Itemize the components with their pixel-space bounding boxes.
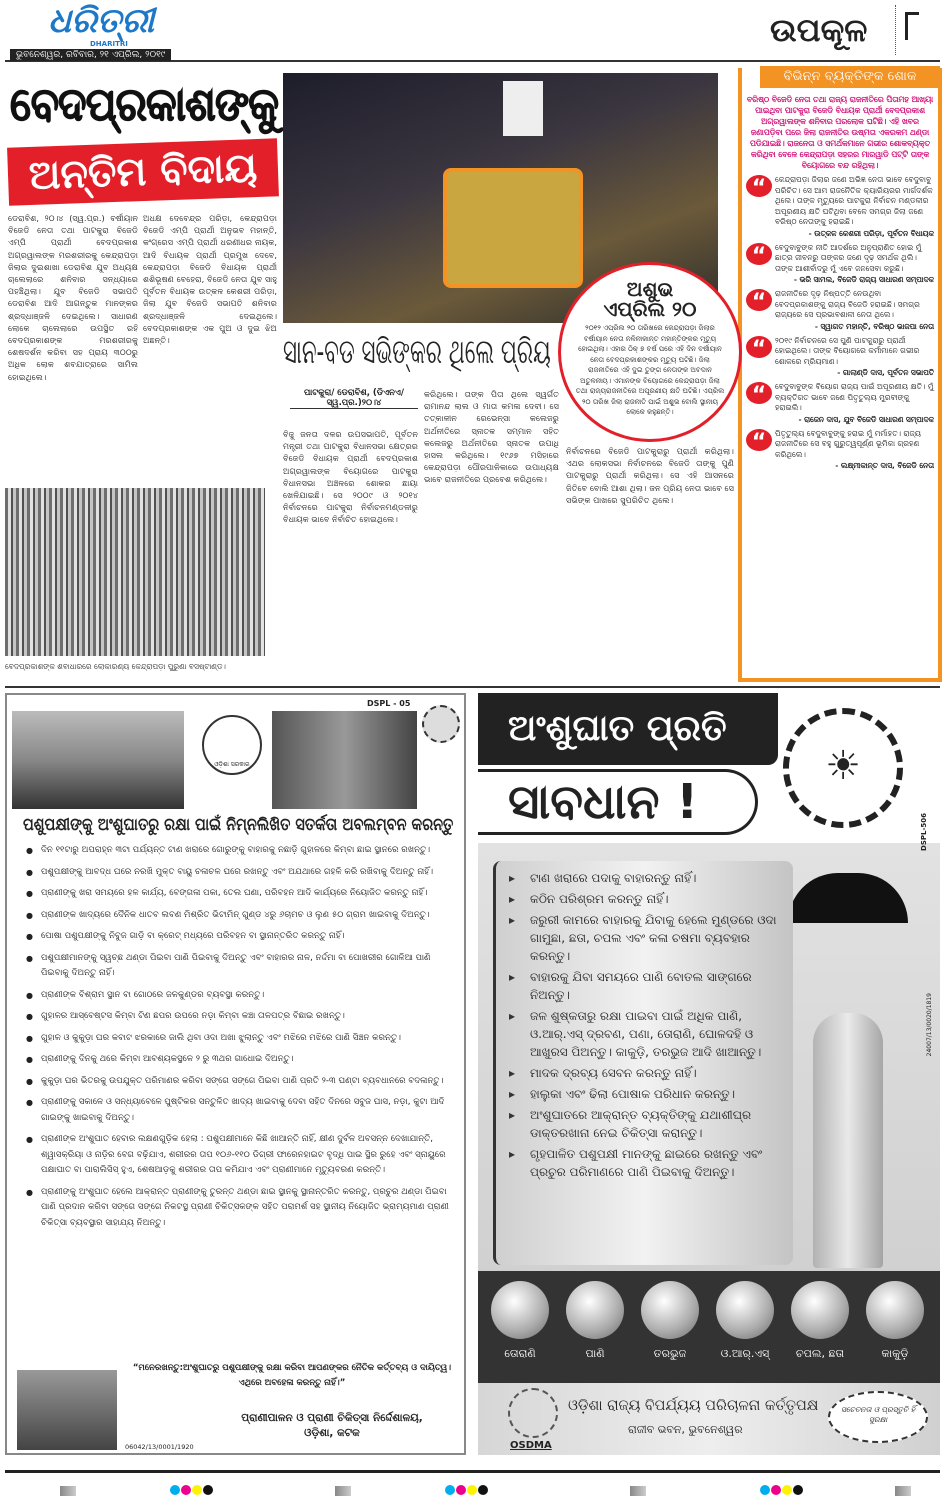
umbrella-icon xyxy=(788,873,908,923)
cmyk-color-bar xyxy=(170,1485,213,1495)
precaution-item: ● ଗୁହାଳର ଆସ୍ବେଷ୍ଟସ କିମ୍ବା ଟିଣ ଛପର ଉପରେ ନଡ଼ା କିମ୍ବା କଞ୍ଚା ତାଳପତ୍ର ବିଛାଇ ରଖନ୍ତୁ। xyxy=(25,1009,457,1025)
advice-item: ▸ ହାଲୁକା ଏବଂ ଢିଲା ପୋଷାକ ପରିଧାନ କରନ୍ତୁ। xyxy=(504,1085,785,1103)
registration-mark xyxy=(630,1486,646,1496)
precaution-item: ● ପ୍ରାଣୀଙ୍କୁ ସକାଳେ ଓ ସନ୍ଧ୍ୟାବେଳେ ପୁଷ୍ଟିକର ସନ୍ତୁଳିତ ଖାଦ୍ୟ ଖାଇବାକୁ ଦେବା ସହିତ ଦିନରେ ସବୁଜ ଘାସ, ନଡ଼ା, କୁଟା ଆଦି ଗାଇଙ୍କୁ ଖାଇବାକୁ ଦିଅନ୍ତୁ। xyxy=(25,1095,457,1126)
remedy-tile xyxy=(790,1281,850,1361)
story-column-3: ନିର୍ବାଚନରେ ବିଜେଡି ପାଟକୁରାରୁ ପ୍ରାର୍ଥୀ କରିଥିଲା। ଏଥର ଲୋକସଭା ନିର୍ବାଚନରେ ବିଜେଡି ତାଙ୍କୁ ପୁଣି ପାଟକୁରାରୁ ପ୍ରାର୍ଥୀ କରିଥିଲା। ସେ ଏହି ଆସନରେ ଜିତିବେ ବୋଲି ଆଶା ଥିଲା। ଜନ ପ୍ରିୟ ନେତା ଭାବେ ସେ ସଭିଙ୍କ ପାଖରେ ସୁପରିଚିତ ଥିଲେ। xyxy=(566,446,734,505)
quote-item xyxy=(746,336,934,379)
remedy-label: ପାଣି xyxy=(585,1347,605,1360)
precaution-list xyxy=(25,843,457,1355)
lead-headline-box xyxy=(7,138,279,205)
cmyk-color-bar xyxy=(445,1485,488,1495)
quote-item xyxy=(746,429,934,472)
precaution-item: ● ପଶୁପକ୍ଷୀଙ୍କୁ ଆବଦ୍ଧ ଘରେ ନରଖି ମୁକ୍ତ ବାୟୁ ଚଳାଚଳ ଘରେ ରଖନ୍ତୁ ଏବଂ ଅଯଥାରେ ଗହଳି କରି ରଖିବାକୁ ଦିଅନ୍ତୁ ନାହିଁ। xyxy=(25,865,457,881)
osdma-footer xyxy=(478,1383,940,1455)
quote-mark-icon: “ xyxy=(746,382,772,404)
ad-code: DSPL - 05 xyxy=(367,699,411,708)
cattle-water-photo xyxy=(12,711,184,809)
portrait-image xyxy=(503,81,543,136)
advice-item: ▸ ଟାଣ ଖରାରେ ପଦାକୁ ବାହାରନ୍ତୁ ନାହିଁ। xyxy=(504,869,785,887)
quote-text: ରାଜନୀତିରେ ଦୃଢ଼ ନିଷ୍ପତ୍ତି ନେଉଥିବା ବେଦପ୍ରକାଶଙ୍କୁ ରାଜ୍ୟ ବିଜେଡି ହରାଇଛି। ସମଗ୍ର ରାଜ୍ୟରେ ସେ ପ୍ରଭାବଶାଳୀ ନେତା ଥିଲେ। xyxy=(775,289,920,319)
ad-code: DSPL-506 xyxy=(920,813,928,851)
safety-burst: ସଚେତନତା ଓ ପ୍ରସ୍ତୁତି ହିଁ ସୁରକ୍ଷା xyxy=(828,1391,928,1443)
ad-heading: ପଶୁପକ୍ଷୀଙ୍କୁ ଅଂଶୁଘାତରୁ ରକ୍ଷା ପାଇଁ ନିମ୍ନଲିଖିତ ସତର୍କତା ଅବଲମ୍ବନ କରନ୍ତୁ xyxy=(23,815,454,835)
quote-mark-icon: “ xyxy=(746,429,772,451)
remedy-label: ଚପଲ, ଛତା xyxy=(795,1347,845,1360)
precaution-item: ● ପଶୁପକ୍ଷୀମାନଙ୍କୁ ସ୍ୱଚ୍ଛ ଥଣ୍ଡା ପିଇବା ପାଣି ପିଇବାକୁ ଦିଅନ୍ତୁ ଏବଂ ବାହାରର ନାଳ, ନର୍ଦ୍ଦମା ବା ପୋଖରୀର ଗୋଳିଆ ପାଣି ପିଇବାକୁ ଦିଅନ୍ତୁ ନାହିଁ। xyxy=(25,951,457,982)
lead-column-2: ଅଧକ୍ଷ ଦେବେନ୍ଦ୍ର ପରିଡ଼ା, କେନ୍ଦ୍ରାପଡ଼ା ବିଜେଡି ଏମ୍ପି ପ୍ରାର୍ଥୀ ଅନୁଭବ ମହାନ୍ତି, କଂଗ୍ରେସ ଏମ୍ପି ପ୍ରାର୍ଥୀ ଧରଣୀଧର ନାୟକ, ଆଦି ବିଧାୟକ ପ୍ରାର୍ଥୀ ପ୍ରମୁଖ ଦେବେ, କେନ୍ଦ୍ରାପଡ଼ା ବିଜେଡି ବିଧାୟକ ପ୍ରାର୍ଥୀ ଶଶିଭୂଷଣ ବେହେରା, ବିଜେଡି ନେତା ଯୁବ ସାହୁ ପୂର୍ବତନ ବିଧାୟକ ଉତ୍କଳ କେଶରୀ ପରିଡ଼ା, ଜିଲା ଯୁବ ବିଜେଡି ସଭାପତି ଶନିବାର ଶ୍ରଦ୍ଧାଞ୍ଜଳି ଦେଇଥିଲେ। ବେଦପ୍ରକାଶଙ୍କ ଏକ ପୁଅ ଓ ଦୁଇ ଝିଅ ଅଛନ୍ତି। xyxy=(143,213,277,346)
ad-title-1-bar xyxy=(478,693,778,765)
divider xyxy=(895,5,896,55)
lead-column-1: ଡେରାବିଶ, ୨୦।୪ (ସ୍ୱ.ପ୍ର.) ବର୍ଷୀୟାନ ବିଜେଡି ନେତା ତଥା ପାଟକୁରା ବିଜେଡି ଏମ୍ପି ପ୍ରାର୍ଥୀ ବେଦପ୍ରକାଶ ଅଗ୍ରୱାଲଙ୍କ ମରଶରୀରକୁ କେନ୍ଦ୍ରାପଡ଼ା ଜିଲାର ଦୁଇଶାଖା ଡେରାବିଶ ଯୁବ ଅଧ୍ୟକ୍ଷ ଚାଲେଲାରେ ଶନିବାର ସନ୍ଧ୍ୟାରେ ପହଞ୍ଚିଥିଲା। ଯୁବ ବିଜେଡି ସଭାପତି ଡେରାବିଶ ଆଦି ଆଗନ୍ତୁକ ମାନଙ୍କର ଶ୍ରଦ୍ଧାଞ୍ଜଳି ଦେଇଥିଲେ। ସାଧାରଣ ଲୋକେ ଚାଲେଲାରେ ଉପସ୍ଥିତ ରହି ବେଦପ୍ରକାଶଙ୍କ ମରଶରୀରକୁ ଶେଷଦର୍ଶନ କରିବା ସହ ପ୍ରାୟ ୩୦୦ରୁ ଅଧିକ ଲୋକ ଶବଯାତ୍ରାରେ ସାମିଲ ହୋଇଥିଲେ। xyxy=(8,213,138,382)
org-address: ରାଜୀବ ଭବନ, ଭୁବନେଶ୍ୱର xyxy=(628,1423,743,1436)
condolence-column xyxy=(738,68,942,682)
remedy-tile xyxy=(640,1281,700,1361)
page-corner-mark xyxy=(905,12,919,40)
advice-item: ▸ ଜଳ ଶୁଷ୍କତାରୁ ରକ୍ଷା ପାଇବା ପାଇଁ ଅଧିକ ପାଣି, ଓ.ଆର୍.ଏସ୍ ଦ୍ରବଣ, ପଣା, ତୋରାଣି, ଘୋଳଦହି ଓ ଆଖୁରସ ପିଅନ୍ତୁ। କାକୁଡ଼ି, ତରଭୁଜ ଆଦି ଖାଆନ୍ତୁ। xyxy=(504,1007,785,1061)
story-column-2: କରିଥିଲେ। ତାଙ୍କ ପିତା ଥିଲେ ସ୍ୱର୍ଗତ ରାମାନନ୍ଦ ଲାଲ ଓ ମାତା କମଳା ଦେବୀ। ସେ ତତ୍କାଳୀନ ରେଭେନ୍ସା କଲେଜରୁ ଅର୍ଥନୀତିରେ ସ୍ନାତକ ସମ୍ମାନ ସହିତ କଲେଜରୁ ଅର୍ଥନୀତିରେ ସ୍ନାତକ ଉପାଧି ହାସଲ କରିଥିଲେ। ୧୯୬୭ ମସିହାରେ କେନ୍ଦ୍ରାପଡ଼ା ପୌରପାଳିକାରେ ଉପାଧ୍ୟକ୍ଷ ଭାବେ ରାଜନୀତିରେ ପ୍ରବେଶ କରିଥିଲେ। xyxy=(424,389,559,485)
quote-mark-icon: “ xyxy=(746,336,772,358)
cmyk-color-bar xyxy=(760,1485,803,1495)
quote-text: ପିତୃତୁଲ୍ୟ ବେଦୁବାବୁଙ୍କୁ ହରାଇ ମୁଁ ମର୍ମାହତ। ରାଜ୍ୟ ରାଜନୀତିରେ ସେ ବହୁ ଗୁରୁତ୍ୱପୂର୍ଣ୍ଣ ଭୂମିକା ଗ୍ରହଣ କରିଥିଲେ। xyxy=(775,428,922,459)
advice-item: ▸ ଜରୁରୀ କାମରେ ବାହାରକୁ ଯିବାକୁ ହେଲେ ମୁଣ୍ଡରେ ଓଦା ଗାମୁଛା, ଛତା, ଚପଲ ଏବଂ କଳା ଚଷମା ବ୍ୟବହାର କରନ୍ତୁ। xyxy=(504,911,785,965)
remedy-label: ଓ.ଆର୍.ଏସ୍ xyxy=(720,1347,770,1360)
remedy-tile xyxy=(715,1281,775,1361)
quote-attribution: - ଉତ୍କଳ କେଶରୀ ପରିଡ଼ା, ପୂର୍ବତନ ବିଧାୟକ xyxy=(808,228,934,238)
advice-item: ▸ ବାହାରକୁ ଯିବା ସମୟରେ ପାଣି ବୋତଲ ସାଙ୍ଗରେ ନିଅନ୍ତୁ। xyxy=(504,968,785,1004)
ad-title-2-pill xyxy=(478,769,758,835)
story-dateline: ପାଟକୁରା/ ଡେରାବିଶ, (ଡିଏନଏ/ସ୍ୱ.ପ୍ର.)୨୦।୪ xyxy=(290,388,418,409)
footer-rule xyxy=(5,1470,940,1473)
issuer-line-1: ପ୍ରାଣୀପାଳନ ଓ ପ୍ରାଣୀ ଚିକିତ୍ସା ନିର୍ଦ୍ଦେଶାଳୟ, xyxy=(241,1412,423,1424)
quote-item xyxy=(746,289,934,332)
heatstroke-warning-ad xyxy=(478,693,940,1455)
ad-quote: “ମନେରଖନ୍ତୁ:ଅଂଶୁଘାତରୁ ପଶୁପକ୍ଷୀଙ୍କୁ ରକ୍ଷା କରିବା ଆପଣଙ୍କର ନୈତିକ କର୍ତ୍ତବ୍ୟ ଓ ଦାୟିତ୍ୱ। ଏଥିରେ ଅବହେଳା କରନ୍ତୁ ନାହିଁ।” xyxy=(132,1363,452,1388)
dateline: ଭୁବନେଶ୍ୱର, ରବିବାର, ୨୧ ଏପ୍ରିଲ, ୨୦୧୯ xyxy=(10,49,171,61)
inset-title-1: ଅଶୁଭ xyxy=(626,277,674,301)
story-headline: ସାନ-ବଡ ସଭିଙ୍କର ଥିଲେ ପ୍ରିୟ xyxy=(283,332,551,372)
precaution-item: ● ଦିନ ୧୧ଟାରୁ ଅପରାହ୍ନ ୩ଟା ପର୍ଯ୍ୟନ୍ତ ଟାଣ ଖରାରେ ଗୋରୁଙ୍କୁ ବାହାରକୁ ନଛାଡ଼ି ଗୁହାଳରେ କିମ୍ବା ଛାଇ ସ୍ଥାନରେ ରଖନ୍ତୁ। xyxy=(25,843,457,859)
quote-attribution: - ଗାଲାଣ୍ଡି ଦାସ, ପୂର୍ବତନ ସଭାପତି xyxy=(837,368,934,377)
registration-mark xyxy=(335,1486,351,1496)
sun-icon xyxy=(422,705,460,743)
cow-shed-photo xyxy=(272,711,417,809)
lead-headline-top: ବେଦପ୍ରକାଶଙ୍କୁ xyxy=(10,77,279,131)
condolence-intro: ବରିଷ୍ଠ ବିଜେଡି ନେତା ତଥା ରାଜ୍ୟ ରାଜନୀତିରେ ପିତାମହ ଆଖ୍ୟା ପାଇଥିବା ପାଟକୁରା ବିଜେଡି ବିଧାୟକ ପ୍ରାର୍ଥୀ ବେଦପ୍ରକାଶ ଅଗ୍ରୱାଲଙ୍କ ଶନିବାର ପରଲୋକ ଘଟିଛି। ଏହି ଖବର ଜଣାପଡ଼ିବା ପରେ ଜିଲା ରାଜନୀତିର ଉଷ୍ମତା ଏକରକମ ଥଣ୍ଡା ପଡିଯାଇଛି। ରାଜନେତା ଓ ସମର୍ଥକମାନେ ଗଭୀର ଶୋକବ୍ୟକ୍ତ କରିଥିବା ବେଳେ କେନ୍ଦ୍ରାପଡ଼ା ସହରର ମାରୱାଡି ପଟ୍ଟି ତାଙ୍କ ବିୟୋଗରେ ବନ୍ଦ ରହିଥିଲା। xyxy=(746,95,934,170)
advice-item: ▸ ଗୃହପାଳିତ ପଶୁପକ୍ଷୀ ମାନଙ୍କୁ ଛାଇରେ ରଖନ୍ତୁ ଏବଂ ପ୍ରଚୁର ପରିମାଣରେ ପାଣି ପିଇବାକୁ ଦିଅନ୍ତୁ। xyxy=(504,1145,785,1181)
inset-circle xyxy=(558,262,742,442)
advice-item: ▸ ମାଦକ ଦ୍ରବ୍ୟ ସେବନ କରନ୍ତୁ ନାହିଁ। xyxy=(504,1064,785,1082)
side-reference: 24007/13/0020/1819 xyxy=(926,993,933,1057)
section-divider xyxy=(5,686,940,688)
remedy-image xyxy=(566,1281,624,1339)
remedy-image xyxy=(791,1281,849,1339)
ad-title-1: ଅଂଶୁଘାତ ପ୍ରତି xyxy=(508,708,727,749)
crowd-photo xyxy=(5,488,265,656)
osdma-label: OSDMA xyxy=(510,1440,552,1451)
section-title: ଉପକୂଳ xyxy=(770,11,868,49)
odisha-govt-seal xyxy=(202,715,262,775)
quote-item xyxy=(746,243,934,286)
quote-item xyxy=(746,175,934,239)
osdma-logo xyxy=(508,1388,558,1438)
precaution-item: ● ପ୍ରାଣୀଙ୍କ ବିଶ୍ରାମ ସ୍ଥାନ ବା ଗୋଠରେ ଜଳକୁଣ୍ଡର ବ୍ୟବସ୍ଥା କରନ୍ତୁ। xyxy=(25,988,457,1004)
advice-item: ▸ କଠିନ ପରିଶ୍ରମ କରନ୍ତୁ ନାହିଁ। xyxy=(504,890,785,908)
precaution-item: ● ପ୍ରାଣୀଙ୍କୁ ଖରା ସମୟରେ ହଳ କାର୍ଯ୍ୟ, ବେଙ୍ଗଳା ପକା, ତେଲ ଘଣା, ପରିବହନ ଆଦି କାର୍ଯ୍ୟରେ ନିୟୋଜିତ କରନ୍ତୁ ନାହିଁ। xyxy=(25,886,457,902)
remedy-label: କାକୁଡ଼ି xyxy=(881,1347,909,1360)
goats-photo xyxy=(17,1370,117,1450)
quote-attribution: - ଭରି ସାମଲ, ବିଜେଡି ରାଜ୍ୟ ସାଧାରଣ ସମ୍ପାଦକ xyxy=(793,275,934,284)
logo-subtitle: DHARITRI xyxy=(90,40,128,48)
ad-reference: 06042/13/0001/1920 xyxy=(125,1443,194,1451)
precaution-item: ● ପ୍ରାଣୀଙ୍କ ଅଂଶୁଘାତ ହେବାର ଲକ୍ଷଣଗୁଡ଼ିକ ହେଲା : ପଶୁପକ୍ଷୀମାନେ କିଛି ଖାଆନ୍ତି ନାହିଁ, କ୍ଷୀଣ ଦୁର୍ବଳ ଅବସନ୍ନ ଦେଖାଯାନ୍ତି, ଶ୍ୱାସକ୍ରିୟା ଓ ନାଡ଼ିର ବେଗ ବଢ଼ିଯାଏ, ଶରୀରର ତାପ ୧୦୬-୧୧୦ ଡିଗ୍ରୀ ଫାରେନହାଇଟ ବୃଦ୍ଧି ପାଇ ସ୍ଥିର ରୁହେ ଏବଂ ସ୍ନାୟୁରେ ପକ୍ଷାଘାତ ବା ପାରାଲିସିସ୍ ହୁଏ, ଶେଷଆଡ଼କୁ ଶରୀରର ତାପ କମିଯାଏ ଏବଂ ପ୍ରାଣୀମାନେ ମୃତ୍ୟୁବରଣ କରନ୍ତି। xyxy=(25,1132,457,1179)
quote-attribution: - ରାଜେନ ଦାସ, ଯୁବ ବିଜେଡି ସାଧାରଣ ସମ୍ପାଦକ xyxy=(798,414,934,424)
quote-text: ବେଦୁବାବୁଙ୍କ ବିୟୋଗ ରାଜ୍ୟ ପାଇଁ ଅପୂରଣୀୟ କ୍ଷତି। ମୁଁ ବ୍ୟକ୍ତିଗତ ଭାବେ ଜଣେ ପିତୃତୁଲ୍ୟ ମୁରବୀଙ୍କୁ ହରାଇଲି। xyxy=(775,382,934,412)
seal-text: ଓଡ଼ିଶା ସରକାର xyxy=(214,761,250,768)
org-name: ଓଡ଼ିଶା ରାଜ୍ୟ ବିପର୍ଯ୍ୟୟ ପରିଚାଳନା କର୍ତ୍ତୃପକ୍ଷ xyxy=(568,1396,819,1414)
remedy-image xyxy=(641,1281,699,1339)
advice-item: ▸ ଅଂଶୁଘାତରେ ଆକ୍ରାନ୍ତ ବ୍ୟକ୍ତିଙ୍କୁ ଯଥାଶୀଘ୍ର ଡାକ୍ତରଖାନା ନେଇ ଚିକିତ୍ସା କରାନ୍ତୁ। xyxy=(504,1106,785,1142)
quote-attribution: - ସ୍ୱାଗତ ମହାନ୍ତି, ବରିଷ୍ଠ ଭାଜପା ନେତା xyxy=(814,321,934,331)
quote-text: କେନ୍ଦ୍ରାପଡ଼ା ଜିଲାର ଜଣେ ଅଭିଜ୍ଞ ନେତା ଭାବେ ବେଦୁବାବୁ ପରିଚିତ। ସେ ଆମ ରାଜନୈତିକ କ୍ୟାରିୟରର ମାର୍ଗଦର୍ଶକ ଥିଲେ। ତାଙ୍କ ମୃତ୍ୟୁରେ ପାଟକୁରା ନିର୍ବାଚନ ମଣ୍ଡଳୀର ଅପୂରଣୀୟ କ୍ଷତି ଘଟିଥିବା ବେଳେ ସମଗ୍ର ଜିଲା ଜଣେ ବରିଷ୍ଠ ନେତାଙ୍କୁ ହରାଇଛି। xyxy=(775,175,933,226)
quote-mark-icon: “ xyxy=(746,243,772,265)
lead-headline-bottom: ଅନ୍ତିମ ବିଦାୟ xyxy=(28,145,258,199)
livestock-heatstroke-ad xyxy=(5,693,466,1455)
remedy-image xyxy=(716,1281,774,1339)
quote-text: ବେଦୁବାବୁଙ୍କ ନୀତି ଆଦର୍ଶରେ ଅନୁପ୍ରାଣିତ ହୋଇ ମୁଁ ଛାତ୍ର ଜୀବନରୁ ତାଙ୍କର ଜଣେ ଦୃଢ଼ ସମର୍ଥକ ଥିଲି। ତାଙ୍କ ଆଶୀର୍ବାଦରୁ ମୁଁ ଏବେ ଜନସେବା କରୁଛି। xyxy=(775,242,922,273)
precaution-item: ● ପୋଷା ପଶୁପକ୍ଷୀଙ୍କୁ ନିବୁଜ ଗାଡ଼ି ବା କ୍ରେଟ୍ ମଧ୍ୟରେ ପରିବହନ ବା ସ୍ଥାନାନ୍ତରିତ କରନ୍ତୁ ନାହିଁ। xyxy=(25,929,457,945)
precaution-item: ● ଗୁହାଳ ଓ କୁକୁଡ଼ା ଘର କବାଟ ଝରକାରେ ଜାଲି ଥିବା ଓଦା ଅଖା ଝୁଲାନ୍ତୁ ଏବଂ ମଝିରେ ମଝିରେ ପାଣି ସିଞ୍ଚନ କରନ୍ତୁ। xyxy=(25,1031,457,1047)
quote-text: ୨୦୧୯ ନିର୍ବାଚନରେ ସେ ପୁଣି ପାଟକୁରାରୁ ପ୍ରାର୍ଥୀ ହୋଇଥିଲେ। ତାଙ୍କ ବିୟୋଗରେ କର୍ମୀମାନେ ଗଭୀର ଶୋକରେ ମ୍ରିୟମାଣ। xyxy=(775,335,920,366)
person-silhouette xyxy=(813,1013,883,1268)
registration-mark xyxy=(60,1486,76,1496)
angry-sun-icon: ☀ xyxy=(783,708,903,828)
condolence-title-bar xyxy=(760,66,940,88)
remedy-band xyxy=(478,1271,940,1383)
story-column-1: ବିଜୁ ଜନତା ଦଳର ଉପସଭାପତି, ପୂର୍ବତନ ମନ୍ତ୍ରୀ ତଥା ପାଟକୁରା ବିଧାନସଭା କ୍ଷେତ୍ରର ବିଜେଡି ବିଧାୟକ ପ୍ରାର୍ଥୀ ବେଦପ୍ରକାଶ ଅଗ୍ରୱାଲଙ୍କ ବିୟୋଗରେ ପାଟକୁରା ବିଧାନସଭା ଅଞ୍ଚଳରେ ଶୋକର ଛାୟା ଖେଳିଯାଇଛି। ସେ ୨୦୦୯ ଓ ୨୦୧୪ ନିର୍ବାଚନରେ ପାଟକୁରା ନିର୍ବାଚନମଣ୍ଡଳୀରୁ ବିଧାୟକ ଭାବେ ନିର୍ବାଚିତ ହୋଇଥିଲେ। xyxy=(283,429,418,525)
remedy-image xyxy=(866,1281,924,1339)
remedy-label: ତୋରାଣି xyxy=(504,1347,536,1360)
vehicle-image xyxy=(443,168,583,288)
precaution-item: ● କୁକୁଡ଼ା ଘର ଭିତରକୁ ଉପଯୁକ୍ତ ପରିମାଣର କରିବା ସଙ୍ଗେ ସଙ୍ଗେ ପିଇବା ପାଣି ପ୍ରତି ୨-୩ ଘଣ୍ଟା ବ୍ୟବଧାନରେ ବଦଳାନ୍ତୁ। xyxy=(25,1074,457,1090)
precaution-item: ● ପ୍ରାଣୀଙ୍କୁ ଅଂଶୁଘାତ ହେଲେ ଆକ୍ରାନ୍ତ ପ୍ରାଣୀଙ୍କୁ ତୁରନ୍ତ ଥଣ୍ଡା ଛାଇ ସ୍ଥାନକୁ ସ୍ଥାନାନ୍ତରିତ କରନ୍ତୁ, ପ୍ରଚୁର ଥଣ୍ଡା ପିଇବା ପାଣି ପ୍ରଦାନ କରିବା ସଙ୍ଗେ ସଙ୍ଗେ ନିକଟସ୍ଥ ପ୍ରାଣୀ ଚିକିତ୍ସକଙ୍କ ସହିତ ପରାମର୍ଶ ସହ ସ୍ଥାନୀୟ ନିୟୋଜିତ ଭ୍ରାମ୍ୟମାଣ ପ୍ରାଣୀ ଚିକିତ୍ସା ବ୍ୟବସ୍ଥାର ସାହାଯ୍ୟ ନିଅନ୍ତୁ। xyxy=(25,1185,457,1232)
quote-attribution: - ଲକ୍ଷ୍ମୀକାନ୍ତ ଦାସ, ବିଜେଡି ନେତା xyxy=(835,461,934,470)
photo-caption: ବେଦପ୍ରକାଶଙ୍କ ଶବାଧାରରେ ଲୋକାରଣ୍ୟ କେନ୍ଦ୍ରାପଡ଼ା ପୁରୁଣା ବସଷ୍ଟାଣ୍ଡ। xyxy=(5,662,226,671)
remedy-tile xyxy=(565,1281,625,1361)
quote-mark-icon: “ xyxy=(746,289,772,311)
inset-title-2: ଏପ୍ରିଲ ୨୦ xyxy=(603,297,697,321)
inset-body: ୨୦୧୨ ଏପ୍ରିଲ ୨୦ ତାରିଖରେ କେନ୍ଦ୍ରାପଡ଼ା ଜିଲାର ବର୍ଷୀୟାନ ନେତା ନଳିନୀକାନ୍ତ ମହାନ୍ତିଙ୍କର ମୃତ୍ୟୁ ହୋଇଥିଲା। ଏହାର ଠିକ୍ ୭ ବର୍ଷ ପରେ ଏହି ଦିନ ବର୍ଷୀୟାନ ନେତା ବେଦପ୍ରକାଶଙ୍କର ମୃତ୍ୟୁ ଘଟିଛି। ଜିଲା ରାଜନୀତିରେ ଏହି ଦୁଇ ତୁଙ୍ଗ ନେତାଙ୍କ ଅବଦାନ ଅତୁଳନୀୟ। ଏମାନଙ୍କ ବିୟୋଗରେ କେନ୍ଦ୍ରାପଡ଼ା ଜିଲା ତଥା ରାଜ୍ୟରାଜନୀତିରେ ଅପୂରଣୀୟ କ୍ଷତି ଘଟିଛି। ଏପ୍ରିଲ ୨୦ ତାରିଖ ଜିଲା ରାଜନୀତି ପାଇଁ ଅଶୁଭ ବୋଲି ସ୍ଥାନୀୟ ଲୋକେ କହୁଛନ୍ତି। xyxy=(575,324,725,416)
precaution-item: ● ପ୍ରାଣୀଙ୍କୁ ଦିନକୁ ଥରେ କିମ୍ବା ଆବଶ୍ୟକସ୍ଥଳେ ୨ ରୁ ୩ଥର ଗାଧୋଇ ଦିଅନ୍ତୁ। xyxy=(25,1052,457,1068)
newspaper-logo: ଧରିତ୍ରୀ xyxy=(48,1,155,41)
advice-list xyxy=(493,861,793,1265)
quote-item xyxy=(746,382,934,425)
remedy-label: ତରଭୁଜ xyxy=(653,1347,687,1360)
registration-mark xyxy=(895,1486,911,1496)
quote-mark-icon: “ xyxy=(746,175,772,197)
issuer-line-2: ଓଡ଼ିଶା, କଟକ xyxy=(304,1427,360,1439)
remedy-image xyxy=(491,1281,549,1339)
remedy-tile xyxy=(490,1281,550,1361)
remedy-tile xyxy=(865,1281,925,1361)
ad-title-2: ସାବଧାନ ! xyxy=(508,774,699,830)
precaution-item: ● ପ୍ରାଣୀଙ୍କ ଖାଦ୍ୟରେ ଦୈନିକ ଧାତବ ଲବଣ ମିଶ୍ରିତ ଭିଟାମିନ୍ ଗୁଣ୍ଡ ୪ରୁ ୬ଚାମଚ ଓ ଲୁଣ ୫୦ ଗ୍ରାମ ଖାଇବାକୁ ଦିଅନ୍ତୁ। xyxy=(25,908,457,924)
condolence-title: ବିଭିନ୍ନ ବ୍ୟକ୍ତିଙ୍କ ଶୋକ xyxy=(783,69,917,84)
